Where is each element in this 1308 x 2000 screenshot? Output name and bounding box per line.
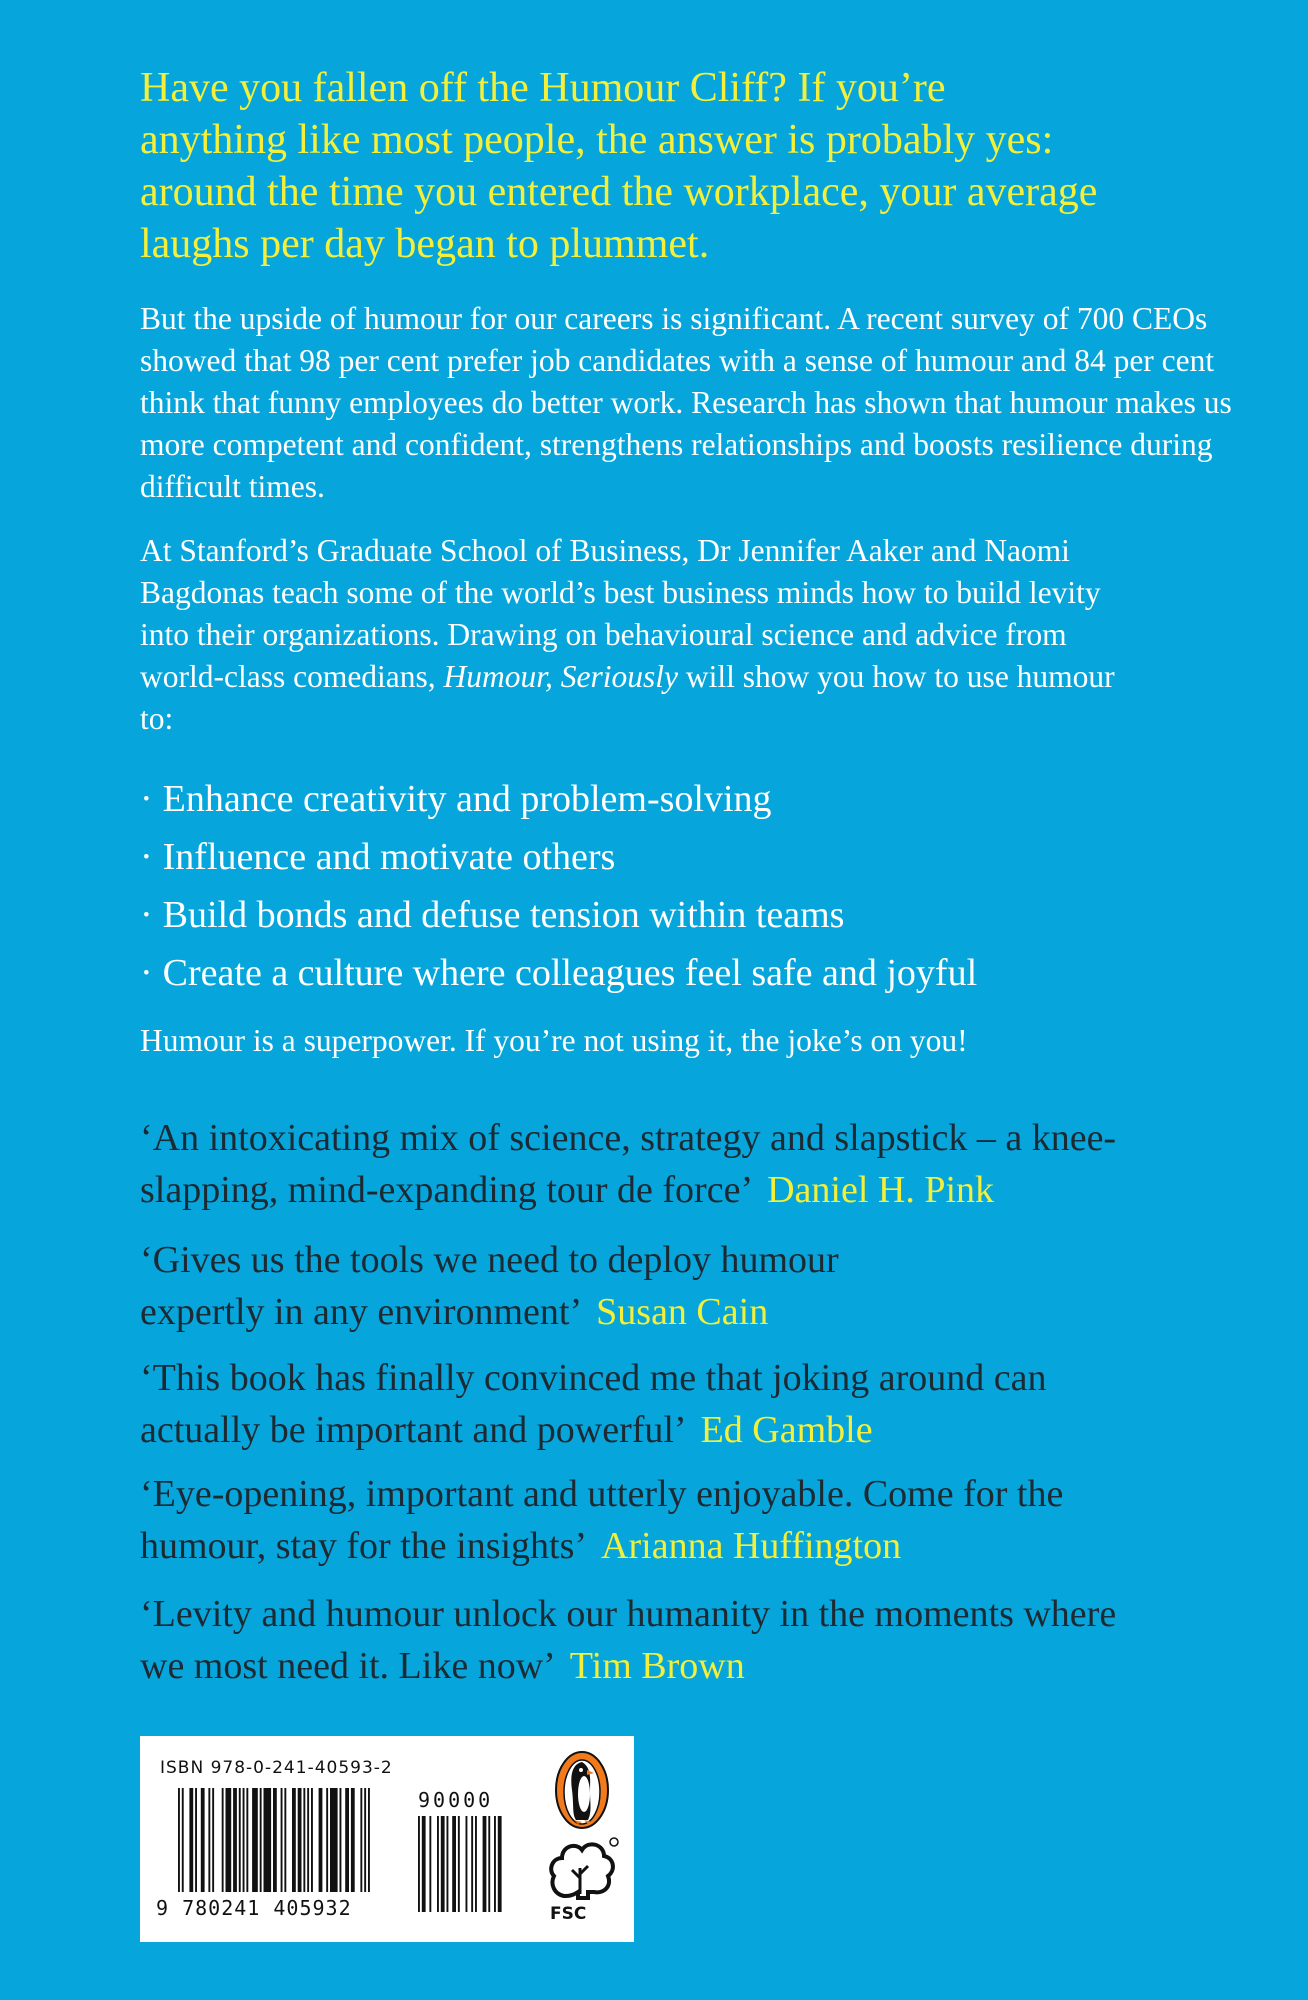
quote-author: Arianna Huffington [601, 1525, 902, 1567]
quote-text: ‘Levity and humour unlock our humanity in the moments where we most need it. Like now’ [140, 1593, 1117, 1687]
review-quote [140, 1352, 1140, 1456]
barcode-bar [422, 1816, 426, 1912]
barcode-bar [226, 1788, 232, 1892]
addon-number: 90000 [418, 1788, 494, 1812]
benefits-list [140, 770, 1250, 1002]
barcode-bar [201, 1788, 205, 1892]
barcode-bar [330, 1788, 338, 1892]
barcode-bar [189, 1788, 193, 1892]
barcode-bar [360, 1788, 362, 1892]
body-paragraph-2-start: At Stanford’s Graduate School of Business, Dr Jennifer Aaker and Naomi Bagdonas teach some of the world’s best business minds how to build levity into their organizations. Drawing on behavioural science and advice from world-class comedians, [140, 533, 1101, 694]
barcode-bar [273, 1788, 277, 1892]
list-item [140, 828, 1250, 886]
barcode-bar [452, 1816, 456, 1912]
quote-author: Susan Cain [596, 1291, 769, 1333]
barcode-bar [284, 1788, 286, 1892]
barcode-bar [488, 1816, 490, 1912]
barcode-bar [233, 1788, 237, 1892]
barcode-bar [252, 1788, 258, 1892]
quote-text: ‘This book has finally convinced me that joking around can actually be important and powerful’ [140, 1357, 1047, 1451]
quote-author: Tim Brown [569, 1645, 745, 1687]
barcode-bar [303, 1788, 305, 1892]
barcode-bar [498, 1816, 502, 1912]
list-item-text: Enhance creativity and problem-solving [162, 778, 772, 820]
barcode-bar [182, 1788, 184, 1892]
barcode-bar [441, 1816, 445, 1912]
barcode-bar [212, 1788, 214, 1892]
body-paragraph-1: But the upside of humour for our careers is significant. A recent survey of 700 CEOs showed that 98 per cent prefer job candidates with a sense of humour and 84 per cent think that funny employees do better work. Research has shown that humour makes us more competent and confident, strengthens relationships and boosts resilience during difficult times. [140, 301, 1232, 504]
body-paragraph-2 [140, 530, 1140, 740]
barcode-bar [319, 1788, 323, 1892]
barcode-bar [246, 1788, 248, 1892]
barcode-bar [437, 1816, 439, 1912]
quote-author: Ed Gamble [700, 1409, 873, 1451]
quote-text: ‘Eye-opening, important and utterly enjoyable. Come for the humour, stay for the insights’ [140, 1473, 1064, 1567]
quote-author: Daniel H. Pink [767, 1169, 995, 1211]
barcode-bar [326, 1788, 328, 1892]
barcode-bar [364, 1788, 366, 1892]
ean-digits: 9 780241 405932 [156, 1896, 352, 1920]
book-title: Humour, Seriously [443, 659, 679, 694]
barcode-bar [429, 1816, 431, 1912]
barcode-bar [351, 1788, 355, 1892]
barcode-bar [345, 1788, 349, 1892]
barcode-bar [222, 1788, 224, 1892]
barcode-bar [292, 1788, 296, 1892]
list-item [140, 944, 1250, 1002]
barcode-bar [418, 1816, 420, 1912]
barcode-bar [281, 1788, 283, 1892]
penguin-logo-icon [554, 1750, 610, 1830]
barcode-bar [368, 1788, 370, 1892]
barcode-bar [298, 1788, 302, 1892]
isbn-label: ISBN 978-0-241-40593-2 [160, 1758, 393, 1778]
barcode-bar [466, 1816, 468, 1912]
barcode-bar [483, 1816, 487, 1912]
barcode-bar [195, 1788, 197, 1892]
review-quote [140, 1234, 960, 1338]
list-item [140, 886, 1250, 944]
list-item-text: Build bonds and defuse tension within teams [162, 894, 845, 936]
list-item-text: Create a culture where colleagues feel safe and joyful [162, 952, 978, 994]
barcode-bar [494, 1816, 496, 1912]
review-quote [140, 1468, 1140, 1572]
barcode-bar [447, 1816, 449, 1912]
quote-text: ‘An intoxicating mix of science, strategy and slapstick – a knee-slapping, mind-expanding tour de force’ [140, 1117, 1117, 1211]
addon-barcode-icon [418, 1816, 528, 1916]
fsc-label: FSC [550, 1904, 587, 1924]
review-quote [140, 1588, 1140, 1692]
bullet-marker: · [140, 894, 153, 936]
list-item-text: Influence and motivate others [162, 836, 616, 878]
barcode-bar [208, 1788, 210, 1892]
barcode-bar [471, 1816, 473, 1912]
barcode-bar [307, 1788, 309, 1892]
barcode-bar [340, 1788, 342, 1892]
list-item [140, 770, 1250, 828]
quote-text: ‘Gives us the tools we need to deploy humour expertly in any environment’ [140, 1239, 839, 1333]
fsc-tree-icon [544, 1836, 620, 1902]
ean-barcode-icon [178, 1788, 398, 1898]
barcode-bar [178, 1788, 180, 1892]
barcode-bar [243, 1788, 245, 1892]
barcode-bar [260, 1788, 262, 1892]
bullet-marker: · [140, 836, 153, 878]
bullet-marker: · [140, 778, 153, 820]
barcode-bar [311, 1788, 313, 1892]
intro-blurb: Have you fallen off the Humour Cliff? If you’re anything like most people, the answer is probably yes: around the time you entered the workplace, your average laughs per day began to plummet. [140, 65, 1098, 267]
barcode-bar [475, 1816, 477, 1912]
barcode-bar [264, 1788, 272, 1892]
tagline: Humour is a superpower. If you’re not using it, the joke’s on you! [140, 1023, 968, 1058]
body-paragraph-2-end: will show you how to use humour to: [140, 659, 1115, 736]
bullet-marker: · [140, 952, 153, 994]
barcode-bar [239, 1788, 241, 1892]
barcode-panel [140, 1736, 634, 1942]
review-quote [140, 1112, 1140, 1216]
barcode-bar [458, 1816, 460, 1912]
